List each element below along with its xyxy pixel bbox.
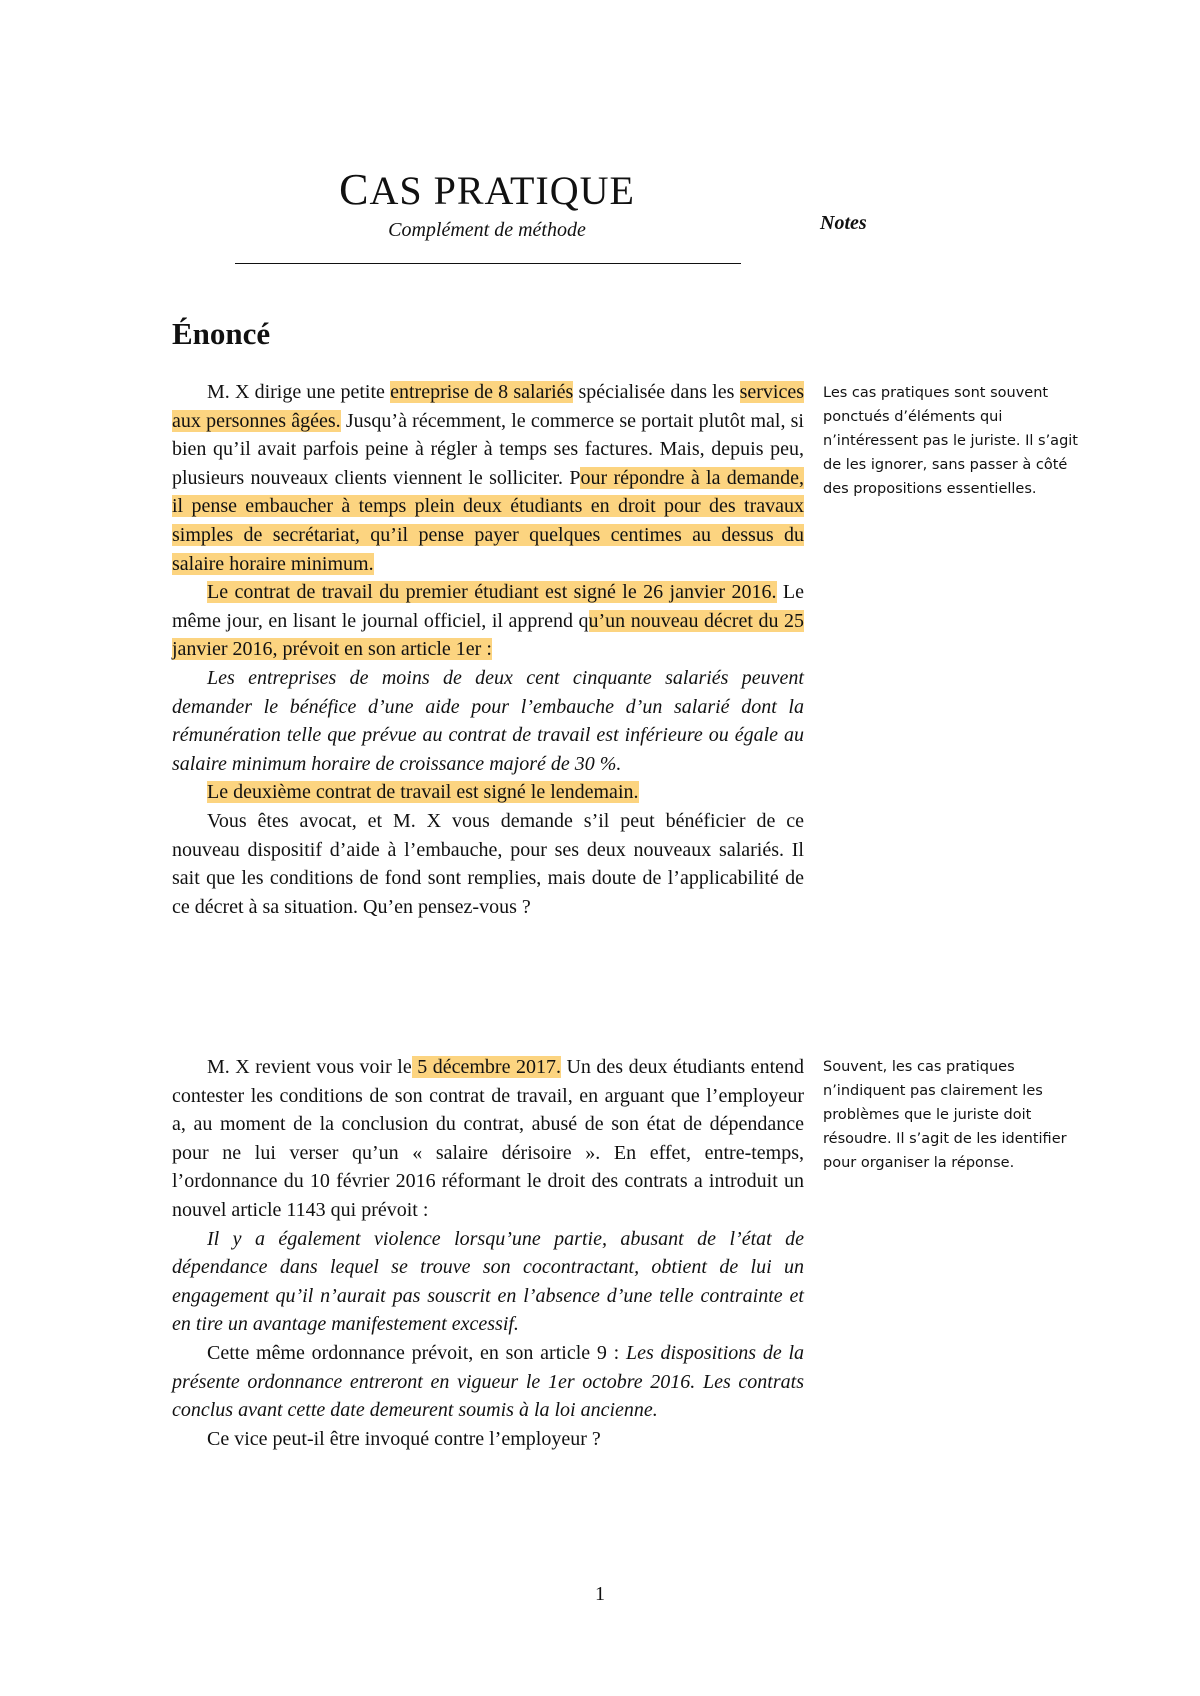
section-title: Énoncé xyxy=(172,316,271,351)
text-run: Un des deux étudiants entend contester les conditions de son contrat de travail, en arguant que l’employeur a, au moment de la conclusion du contrat, abusé de son état de dépendance pour ne lui verser qu’un « salaire dérisoire ». En effet, entre-temps, l’ordonnance du 10 février 2016 réformant le droit des contrats a introduit un nouvel article 1143 qui prévoit : xyxy=(172,1056,804,1221)
statement-part-1 xyxy=(172,378,804,921)
italic-run: Les dispositions de la présente ordonnance entreront en vigueur le 1er octobre 2016. Les contrats conclus avant cette date demeurent soumis à la loi ancienne. xyxy=(172,1341,804,1422)
text-run: M. X dirige une petite xyxy=(207,381,391,403)
highlight: our répondre à la demande, il pense embaucher à temps plein deux étudiants en droit pour des travaux simples de secrétariat, qu’il pense payer quelques centimes au dessus du salaire horaire minimum. xyxy=(172,466,804,575)
text-run: Le même jour, en lisant le journal officiel, il apprend q xyxy=(172,581,805,632)
question-paragraph: Vous êtes avocat, et M. X vous demande s’il peut bénéficier de ce nouveau dispositif d’aide à l’embauche, pour ses deux nouveaux salariés. Il sait que les conditions de fond sont remplies, mais doute de l’applicabilité de ce décret à sa situation. Qu’en pensez-vous ? xyxy=(172,809,804,918)
quoted-article: Il y a également violence lorsqu’une partie, abusant de l’état de dépendance dans lequel se trouve son cocontractant, obtient de lui un engagement qu’il n’aurait pas souscrit en l’absence d’une telle contrainte et en tire un avantage manifestement excessif. xyxy=(172,1227,804,1336)
text-run: M. X revient vous voir le xyxy=(207,1056,412,1078)
notes-heading: Notes xyxy=(820,212,867,234)
statement-part-2 xyxy=(172,1053,804,1453)
highlight: 5 décembre 2017. xyxy=(411,1056,561,1078)
highlight: entreprise de 8 salariés xyxy=(390,381,574,403)
quoted-decree: Les entreprises de moins de deux cent cinquante salariés peuvent demander le bénéfice d’une aide pour l’embauche d’un salarié dont la rémunération telle que prévue au contrat de travail est inférieure ou égale au salaire minimum horaire de croissance majoré de 30 %. xyxy=(172,666,804,775)
margin-note: Les cas pratiques sont souvent ponctués d’éléments qui n’intéressent pas le juriste. Il s’agit de les ignorer, sans passer à côté des propositions essentielles. xyxy=(823,385,1078,497)
page-number: 1 xyxy=(595,1583,605,1605)
title-block xyxy=(232,165,742,242)
margin-note: Souvent, les cas pratiques n’indiquent pas clairement les problèmes que le juriste doit résoudre. Il s’agit de les identifier pour organiser la réponse. xyxy=(823,1059,1067,1171)
title-divider xyxy=(235,263,741,264)
paragraph xyxy=(172,1339,804,1425)
highlight: u’un nouveau décret du 25 janvier 2016, prévoit en son article 1er : xyxy=(172,609,805,661)
paragraph xyxy=(172,778,804,807)
text-run: Jusqu’à récemment, le commerce se portait plutôt mal, si bien qu’il avait parfois peine à régler à temps ses factures. Mais, depuis peu, plusieurs nouveaux clients viennent le solliciter. P xyxy=(172,409,804,489)
paragraph xyxy=(172,1053,804,1225)
title-initial: C xyxy=(339,165,370,214)
paragraph xyxy=(172,378,804,578)
highlight: services aux personnes âgées. xyxy=(172,381,804,432)
document-title xyxy=(232,165,742,214)
highlight: Le contrat de travail du premier étudiant est signé le 26 janvier 2016. xyxy=(207,581,777,604)
text-run: Cette même ordonnance prévoit, en son article 9 : xyxy=(207,1341,626,1364)
paragraph xyxy=(172,578,804,664)
highlight: Le deuxième contrat de travail est signé le lendemain. xyxy=(207,781,639,804)
question-paragraph: Ce vice peut-il être invoqué contre l’employeur ? xyxy=(207,1427,601,1450)
document-subtitle: Complément de méthode xyxy=(388,219,586,241)
title-rest: AS PRATIQUE xyxy=(369,168,635,213)
text-run: spécialisée dans les xyxy=(573,381,740,403)
